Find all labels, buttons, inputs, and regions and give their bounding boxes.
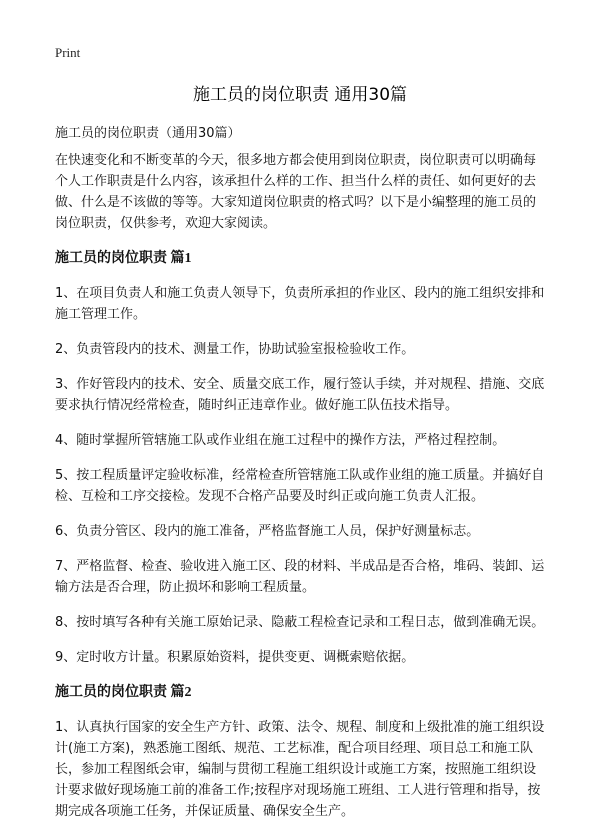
list-item: 1、在项目负责人和施工负责人领导下，负责所承担的作业区、段内的施工组织安排和施工管理工作。 — [55, 286, 545, 322]
document-body — [55, 150, 545, 836]
list-item: 3、作好管段内的技术、安全、质量交底工作，履行签认手续，并对规程、措施、交底要求执行情况经常检查，随时纠正违章作业。做好施工队伍技术指导。 — [55, 377, 545, 413]
intro-paragraph: 在快速变化和不断变革的今天，很多地方都会使用到岗位职责，岗位职责可以明确每个人工作职责是什么内容，该承担什么样的工作、担当什么样的责任、如何更好的去做、什么是不该做的等等。大家知道岗位职责的格式吗？以下是小编整理的施工员的岗位职责，仅供参考，欢迎大家阅读。 — [55, 153, 537, 231]
list-item: 7、严格监督、检查、验收进入施工区、段的材料、半成品是否合格，堆码、装卸、运输方法是否合理，防止损坏和影响工程质量。 — [55, 559, 545, 595]
list-item: 2、负责管段内的技术、测量工作，协助试验室报检验收工作。 — [55, 342, 415, 357]
document-subtitle: 施工员的岗位职责（通用30篇） — [55, 126, 241, 141]
list-item: 9、定时收方计量。积累原始资料，提供变更、调概索赔依据。 — [55, 650, 415, 665]
section-heading: 施工员的岗位职责 篇2 — [55, 685, 192, 700]
list-item: 5、按工程质量评定验收标准，经常检查所管辖施工队或作业组的施工质量。并搞好自检、互检和工序交接检。发现不合格产品要及时纠正或向施工负责人汇报。 — [55, 468, 545, 504]
list-item: 6、负责分管区、段内的施工准备，严格监督施工人员，保护好测量标志。 — [55, 524, 480, 539]
page-title: 施工员的岗位职责 通用30篇 — [192, 85, 408, 105]
list-item: 1、认真执行国家的安全生产方针、政策、法令、规程、制度和上级批准的施工组织设计(施工方案)，熟悉施工图纸、规范、工艺标准，配合项目经理、项目总工和施工队长，参加工程图纸会审，编制与贯彻工程施工组织设计或施工方案，按照施工组织设计要求做好现场施工前的准备工作;按程序对现场施工班组、工人进行管理和指导，按期完成各项施工任务，并保证质量、确保安全生产。 — [55, 720, 545, 819]
section-heading: 施工员的岗位职责 篇1 — [55, 251, 192, 266]
print-link[interactable]: Print — [55, 45, 81, 60]
list-item: 8、按时填写各种有关施工原始记录、隐蔽工程检查记录和工程日志，做到准确无误。 — [55, 615, 545, 630]
list-item: 4、随时掌握所管辖施工队或作业组在施工过程中的操作方法，严格过程控制。 — [55, 433, 506, 448]
